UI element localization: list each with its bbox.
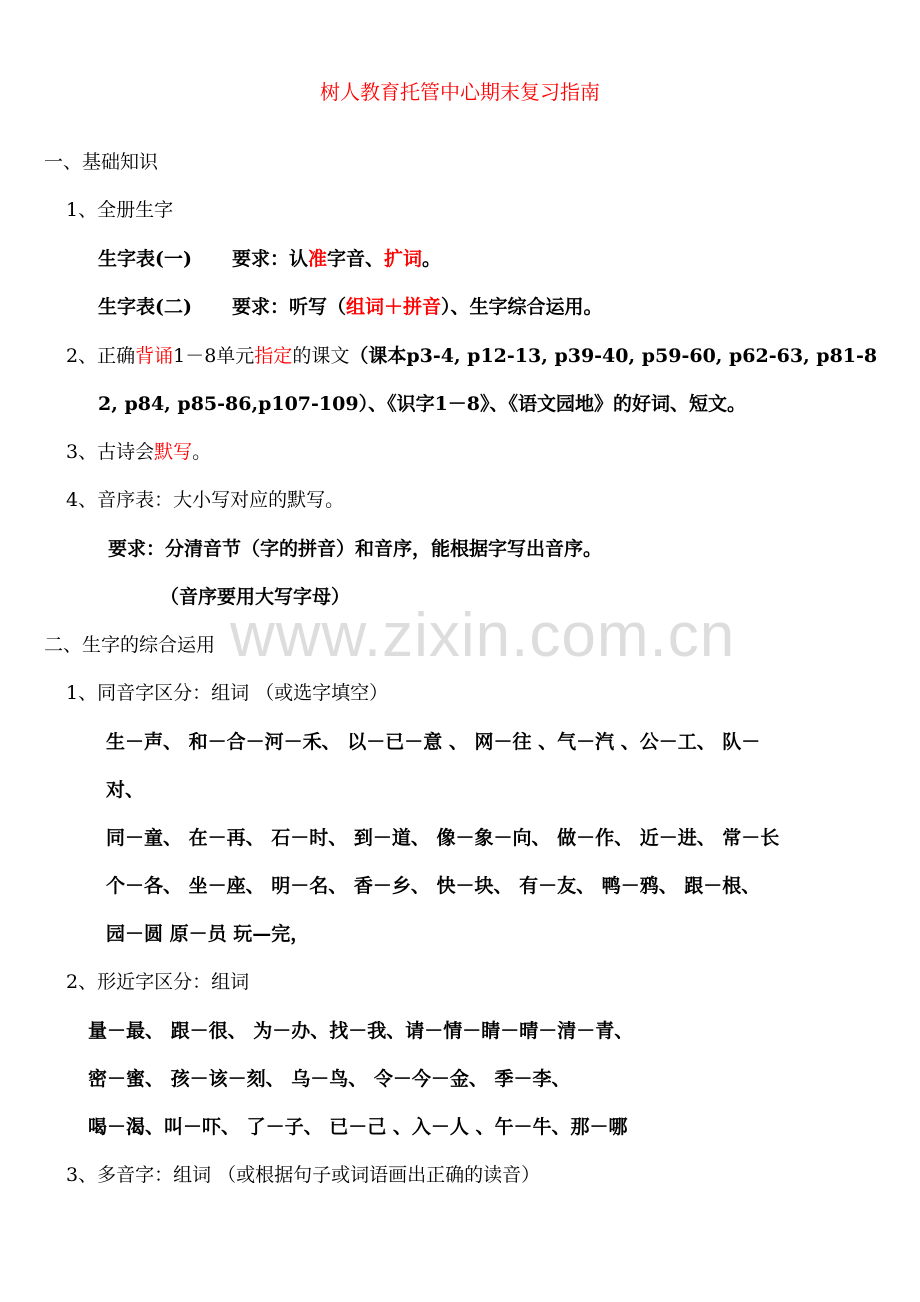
row1-zhun: 准 [308,248,328,270]
item3-prefix: 3、古诗会 [66,441,155,463]
watermark: www.zixin.com.cn [230,601,736,670]
item3-end: 。 [192,441,212,463]
item2-units: 1－8单元 [173,345,255,367]
section-1-heading: 一、基础知识 [44,151,159,173]
homophone-line-4: 个－各、 坐－座、 明－名、 香－乡、 快－块、 有－友、 鸭－鸦、 跟－根、 [106,875,761,897]
row1-ziyin: 字音、 [327,248,385,270]
row-shengzibiao-2 [98,295,603,319]
row2-end: ）、生字综合运用。 [441,296,603,318]
row-shengzibiao-1 [98,247,441,271]
item2-kewen: 的课文 [292,345,350,367]
similar-line-2: 密－蜜、 孩－该－刻、 乌－鸟、 令－今－金、 季－李、 [88,1068,571,1090]
page-title: 树人教育托管中心期末复习指南 [320,80,600,104]
row1-end: 。 [422,248,442,270]
item-2-2: 2、形近字区分：组词 [66,971,250,993]
item-1-2-line-1 [66,344,877,368]
row1-label: 生字表(一) [98,248,192,270]
item-2-1: 1、同音字区分：组词 （或选字填空） [66,682,389,704]
row2-req: 要求：听写（ [231,296,346,318]
item-1-4: 4、音序表：大小写对应的默写。 [66,489,345,511]
row2-label: 生字表(二) [98,296,192,318]
homophone-line-3: 同－童、 在－再、 石－时、 到－道、 像－象－向、 做－作、 近－进、 常－长 [106,827,780,849]
homophone-line-2: 对、 [106,779,145,801]
item3-moxie: 默写 [154,441,193,463]
homophone-line-5: 园－圆 原－员 玩—完， [106,923,310,945]
section-2-heading: 二、生字的综合运用 [44,634,216,656]
item2-pages: （课本p3-4, p12-13, p39-40, p59-60, p62-63, p81-8 [349,345,878,367]
item2-zhiding: 指定 [254,345,293,367]
item2-beisong: 背诵 [135,345,174,367]
requirement-yinxu: 要求：分清音节（字的拼音）和音序，能根据字写出音序。 [108,538,603,560]
row1-req: 要求：认 [231,248,308,270]
item-1-1: 1、全册生字 [66,199,174,221]
similar-line-3: 喝－渴、叫－吓、 了－子、 已－己 、入－人 、午－牛、那－哪 [88,1116,628,1138]
homophone-line-1: 生－声、 和－合－河－禾、 以－已－意 、 网－往 、气－汽 、公－工、 队－ [106,731,761,753]
note-capital-letters: （音序要用大写字母） [160,586,351,608]
similar-line-1: 量－最、 跟－很、 为－办、找－我、请－情－睛－晴－清－青、 [88,1020,634,1042]
item-2-3: 3、多音字：组词 （或根据句子或词语画出正确的读音） [66,1164,541,1186]
row2-zuci-pinyin: 组词＋拼音 [346,296,442,318]
item-1-2-line-2: 2, p84, p85-86,p107-109）、《识字1－8》、《语文园地》的好词、短文。 [98,393,747,415]
row1-kuoci: 扩词 [384,248,423,270]
item-1-3 [66,440,211,464]
item2-prefix: 2、正确 [66,345,136,367]
